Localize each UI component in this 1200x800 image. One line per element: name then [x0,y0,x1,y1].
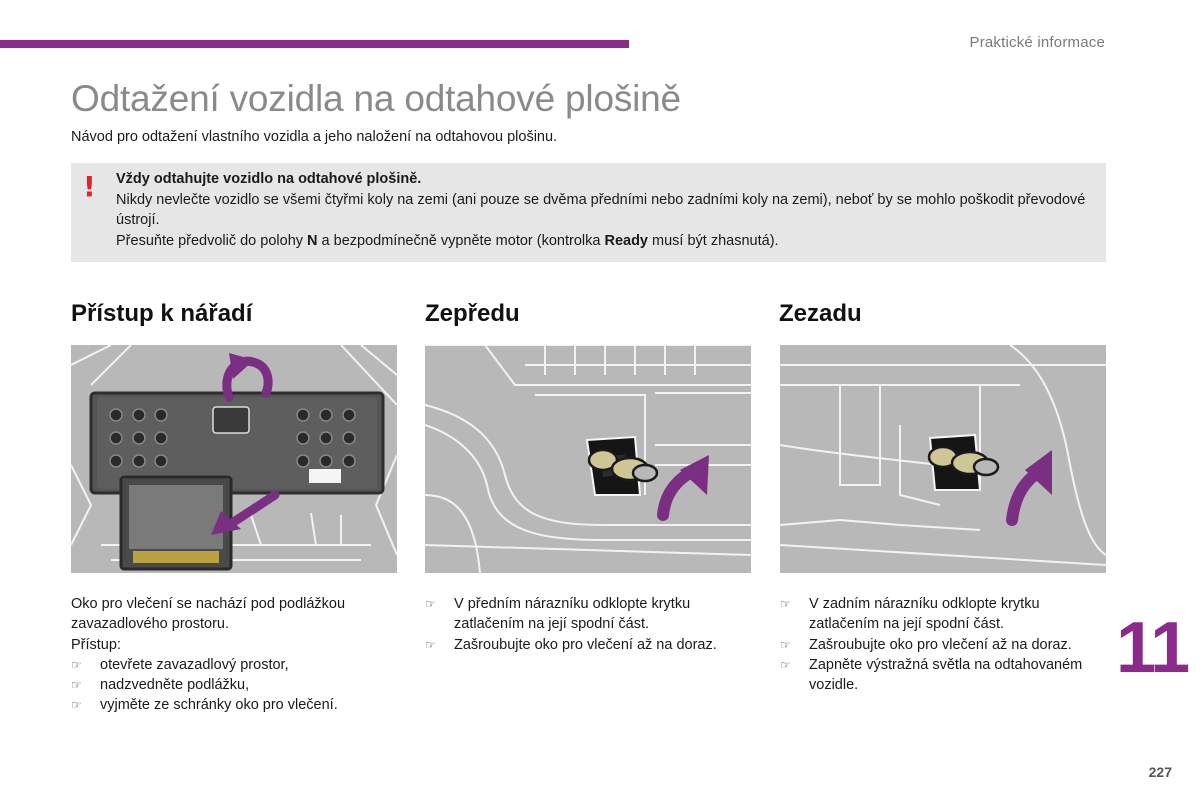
pointing-hand-icon: ☞ [71,657,82,672]
top-accent-bar [0,40,629,48]
exclamation-icon: ! [83,170,96,203]
text-rear [780,594,1110,695]
illustration-trunk-floor [71,345,397,573]
pointing-hand-icon: ☞ [71,698,82,713]
pointing-hand-icon: ☞ [780,597,791,611]
pointing-hand-icon: ☞ [780,637,791,652]
text-front [425,594,755,655]
list-item: ☞ Zašroubujte oko pro vlečení až na doraz. [425,635,755,655]
pointing-hand-icon: ☞ [425,637,436,652]
list-item: ☞ V předním nárazníku odklopte krytku zatlačením na její spodní část. [425,596,691,633]
pointing-hand-icon: ☞ [71,678,82,693]
list-item: ☞ Zapněte výstražná světla na odtahovaném vozidle. [780,656,1083,694]
heading-rear: Zezadu [779,300,862,327]
list-item: ☞ otevřete zavazadlový prostor, [71,655,401,675]
list-item: ☞ Zašroubujte oko pro vlečení až na doraz. [780,635,1110,655]
pointing-hand-icon: ☞ [425,597,436,611]
bullet-list [780,594,1110,695]
warning-line-1: Nikdy nevlečte vozidlo se všemi čtyřmi koly na zemi (ani pouze se dvěma předními nebo zadními koly na zemi), neboť by se mohlo poškodit převodové ústrojí. [116,191,1086,228]
section-label: Praktické informace [969,34,1105,51]
page-title: Odtažení vozidla na odtahové plošině [71,78,681,119]
warning-text [116,169,1086,251]
warning-title: Vždy odtahujte vozidlo na odtahové plošině. [116,171,422,187]
text-tool-access [71,594,401,716]
illustration-front-bumper [425,345,751,573]
heading-tool-access: Přístup k nářadí [71,300,253,327]
paragraph: Přístup: [71,636,121,653]
warning-box [71,163,1106,262]
heading-front: Zepředu [425,300,520,327]
list-item: ☞ nadzvedněte podlážku, [71,675,401,695]
paragraph: Oko pro vlečení se nachází pod podlážkou zavazadlového prostoru. [71,596,346,633]
page-number: 227 [1148,764,1172,780]
page-intro: Návod pro odtažení vlastního vozidla a jeho naložení na odtahovou plošinu. [71,129,558,145]
list-item: ☞ vyjměte ze schránky oko pro vlečení. [71,695,401,715]
illustration-rear-bumper [780,345,1106,573]
list-item: ☞ V zadním nárazníku odklopte krytku zatlačením na její spodní část. [780,596,1040,633]
warning-line-2: Přesuňte předvolič do polohy N a bezpodmínečně vypněte motor (kontrolka Ready musí být zhasnutá). [116,232,779,249]
chapter-number: 11 [1116,608,1189,688]
pointing-hand-icon: ☞ [780,657,791,672]
bullet-list [425,594,755,655]
bullet-list [71,655,401,716]
